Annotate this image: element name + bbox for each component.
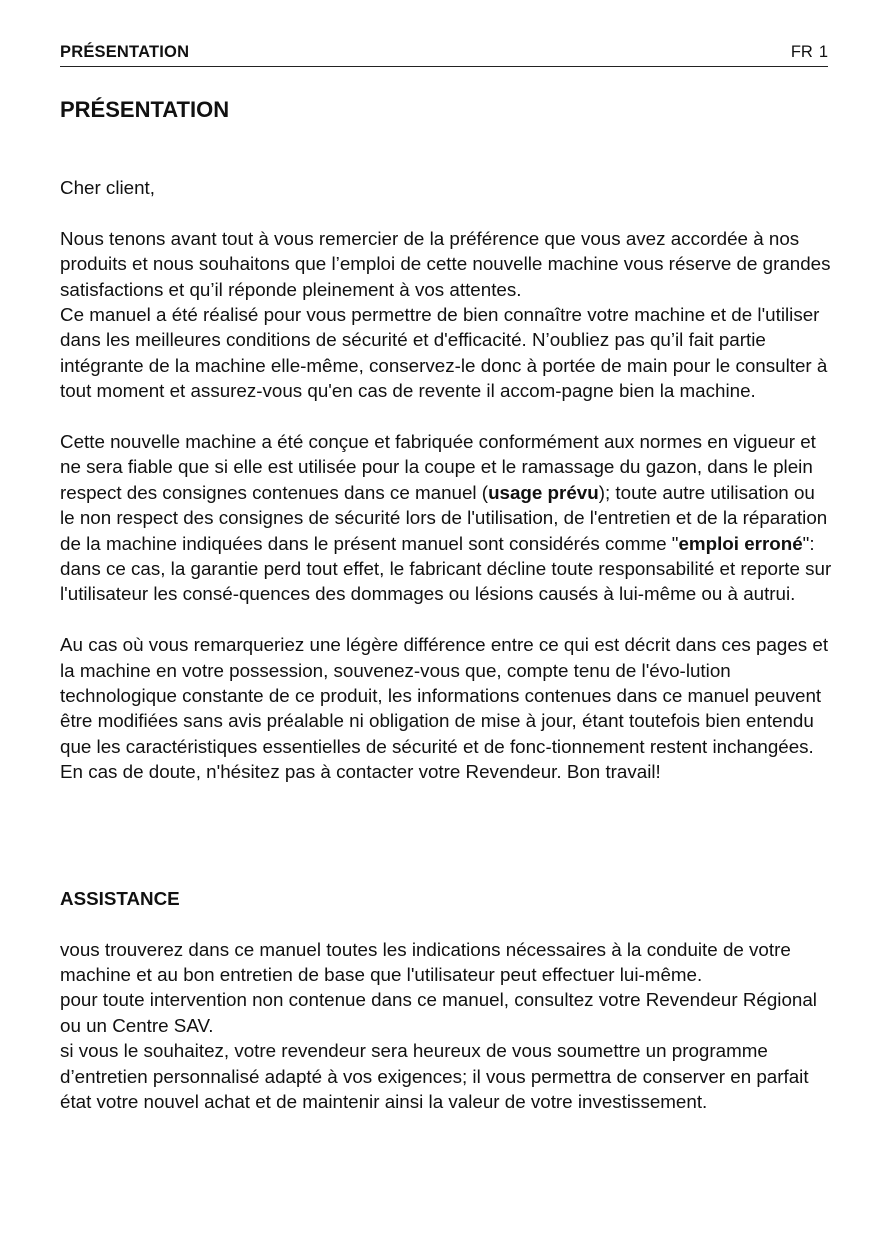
header-page-number: 1: [818, 43, 828, 61]
intro-paragraph-1: Nous tenons avant tout à vous remercier de la préférence que vous avez accordée à nos produits et nous souhaitons que l’emploi de cette nouvelle machine vous réserve de grandes satisfactions et qu’il réponde pleinement à vos attentes.: [60, 227, 831, 300]
usage-text-1: Cette nouvelle machine a été conçue et fabriquée conformément aux normes en vigueur et ne sera fiable que si elle est utilisée pour la coupe et le ramassage du gazon, dans le plein respect des consignes contenues dans ce manuel (: [60, 431, 816, 503]
usage-text-2: ); toute autre utilisation ou le non respect des consignes de sécurité lors de l'utilisation, de l'entretien et de la réparation de la machine indiquées dans le présent manuel sont considérés comme ": [60, 481, 828, 554]
usage-text-3: ": dans ce cas, la garantie perd tout effet, le fabricant décline toute responsabilité et reporte sur l'utilisateur les consé-quences des dommages ou lésions causés à lui-même ou à autrui.: [60, 532, 832, 605]
header-page-info: [785, 43, 828, 62]
page-content: [60, 96, 833, 1114]
header-language: FR: [790, 43, 813, 61]
usage-term-intended: usage prévu: [488, 481, 599, 503]
assistance-heading: ASSISTANCE: [60, 887, 180, 909]
evolution-paragraph: Au cas où vous remarqueriez une légère différence entre ce qui est décrit dans ces pages et la machine en votre possession, souvenez-vous que, compte tenu de l'évo-lution technologique constante de ce produit, les informations contenues dans ce manuel peuvent être modifiées sans avis préalable ni obligation de mise à jour, étant toutefois bien entendu que les caractéristiques essentielles de sécurité et de fonc-tionnement restent inchangées. En cas de doute, n'hésitez pas à contacter votre Revendeur. Bon travail!: [60, 634, 829, 783]
usage-paragraph: [60, 429, 833, 607]
usage-term-misuse: emploi erroné: [678, 532, 803, 554]
page-title: PRÉSENTATION: [60, 97, 230, 122]
intro-paragraph-2: Ce manuel a été réalisé pour vous permettre de bien connaître votre machine et de l'utiliser dans les meilleures conditions de sécurité et d'efficacité. N’oubliez pas qu’il fait partie intégrante de la machine elle-même, conservez-le donc à portée de main pour le consulter à tout moment et assurez-vous qu'en cas de revente il accom-pagne bien la machine.: [60, 304, 828, 402]
assistance-paragraph-1: vous trouverez dans ce manuel toutes les indications nécessaires à la conduite de votre machine et au bon entretien de base que l'utilisateur peut effectuer lui-même.: [60, 938, 791, 985]
running-header: [60, 42, 828, 67]
header-section-title: PRÉSENTATION: [60, 43, 190, 61]
greeting: Cher client,: [60, 177, 155, 198]
assistance-paragraph-3: si vous le souhaitez, votre revendeur sera heureux de vous soumettre un programme d’entretien personnalisé adapté à vos exigences; il vous permettra de conserver en parfait état votre nouvel achat et de maintenir ainsi la valeur de votre investissement.: [60, 1040, 809, 1112]
assistance-paragraph-2: pour toute intervention non contenue dans ce manuel, consultez votre Revendeur Régional ou un Centre SAV.: [60, 989, 817, 1036]
